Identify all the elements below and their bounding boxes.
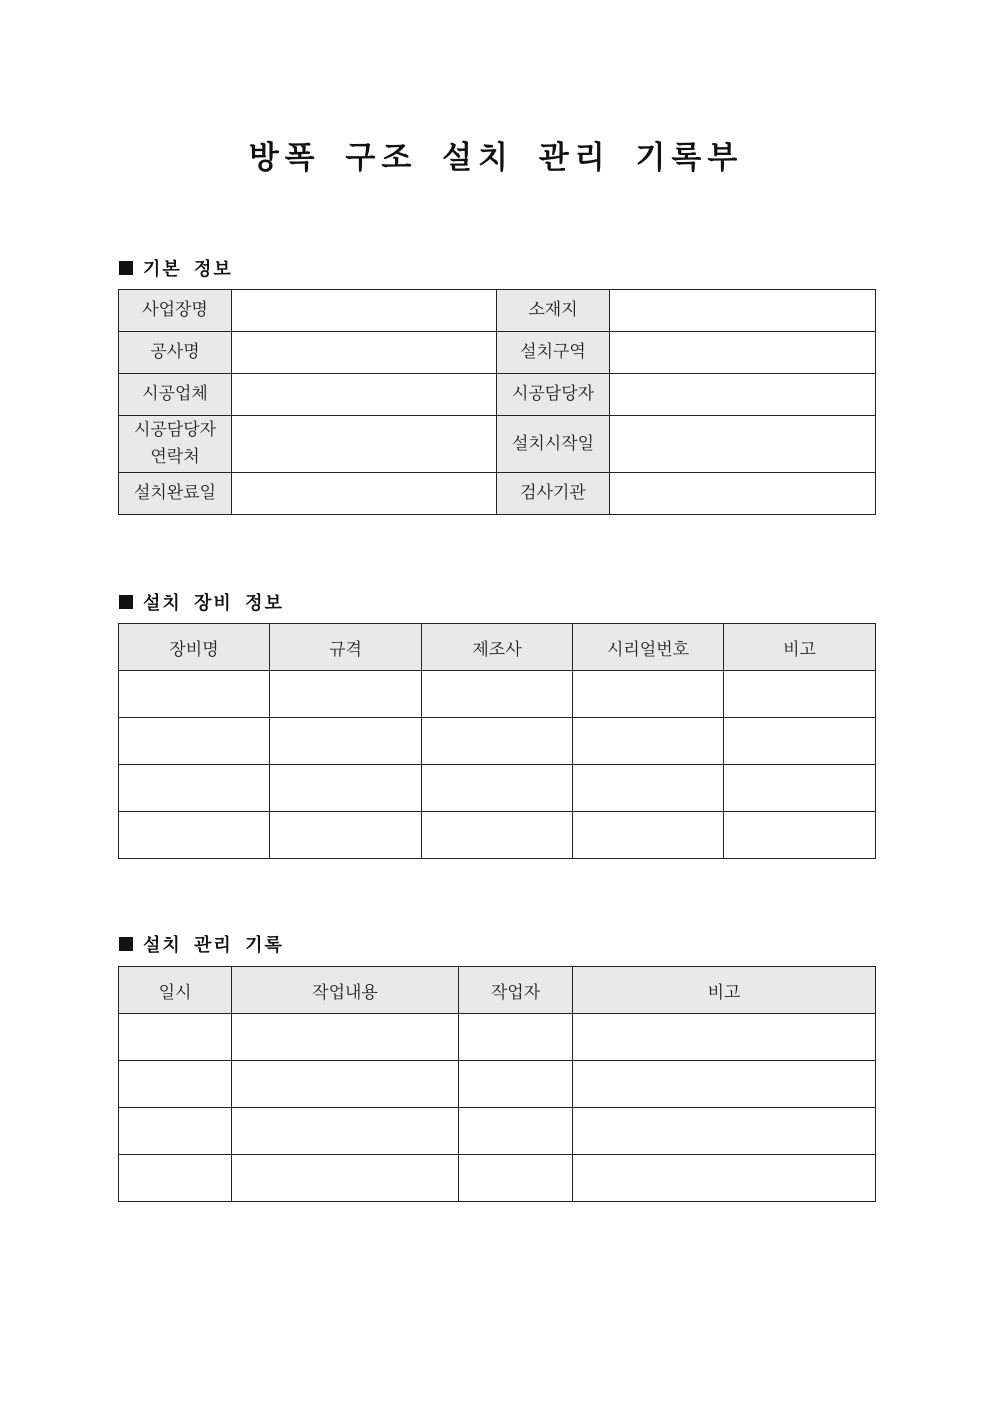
field-value-input[interactable]	[610, 416, 876, 473]
table-row	[119, 374, 876, 416]
table-cell[interactable]	[422, 671, 573, 718]
field-label: 설치시작일	[497, 416, 610, 473]
table-cell[interactable]	[270, 671, 422, 718]
column-header: 일시	[119, 967, 232, 1014]
section-heading-label: 설치 관리 기록	[143, 935, 284, 956]
table-cell[interactable]	[459, 1061, 573, 1108]
table-row	[119, 671, 876, 718]
column-header: 장비명	[119, 624, 270, 671]
section-heading-records	[119, 931, 284, 957]
field-value-input[interactable]	[610, 290, 876, 332]
field-label: 검사기관	[497, 473, 610, 515]
field-value-input[interactable]	[232, 473, 497, 515]
table-cell[interactable]	[459, 1108, 573, 1155]
column-header: 비고	[724, 624, 876, 671]
records-table	[118, 966, 876, 1202]
field-value-input[interactable]	[610, 332, 876, 374]
table-row	[119, 416, 876, 473]
field-label: 설치구역	[497, 332, 610, 374]
table-cell[interactable]	[459, 1155, 573, 1202]
table-cell[interactable]	[573, 671, 724, 718]
column-header: 작업자	[459, 967, 573, 1014]
section-heading-label: 기본 정보	[143, 259, 233, 280]
table-cell[interactable]	[270, 812, 422, 859]
field-label: 설치완료일	[119, 473, 232, 515]
table-cell[interactable]	[119, 1155, 232, 1202]
table-cell[interactable]	[724, 812, 876, 859]
table-cell[interactable]	[724, 765, 876, 812]
table-header-row	[119, 624, 876, 671]
table-row	[119, 473, 876, 515]
field-label: 시공담당자 연락처	[119, 416, 232, 473]
table-cell[interactable]	[119, 1014, 232, 1061]
table-cell[interactable]	[459, 1014, 573, 1061]
field-value-input[interactable]	[610, 473, 876, 515]
column-header: 규격	[270, 624, 422, 671]
table-cell[interactable]	[119, 1108, 232, 1155]
section-heading-equipment	[119, 589, 284, 615]
table-cell[interactable]	[573, 812, 724, 859]
table-cell[interactable]	[422, 765, 573, 812]
field-label: 공사명	[119, 332, 232, 374]
equipment-table	[118, 623, 876, 859]
column-header: 시리얼번호	[573, 624, 724, 671]
basic-info-table	[118, 289, 876, 515]
column-header: 제조사	[422, 624, 573, 671]
table-cell[interactable]	[119, 765, 270, 812]
table-cell[interactable]	[232, 1108, 459, 1155]
field-value-input[interactable]	[232, 416, 497, 473]
table-cell[interactable]	[270, 718, 422, 765]
column-header: 작업내용	[232, 967, 459, 1014]
square-bullet-icon	[119, 595, 133, 609]
table-cell[interactable]	[119, 718, 270, 765]
section-heading-label: 설치 장비 정보	[143, 593, 284, 614]
table-cell[interactable]	[232, 1061, 459, 1108]
table-row	[119, 290, 876, 332]
field-value-input[interactable]	[232, 332, 497, 374]
table-cell[interactable]	[119, 812, 270, 859]
table-cell[interactable]	[119, 1061, 232, 1108]
table-row	[119, 332, 876, 374]
table-cell[interactable]	[573, 1155, 876, 1202]
field-label: 사업장명	[119, 290, 232, 332]
table-row	[119, 1155, 876, 1202]
field-label: 시공업체	[119, 374, 232, 416]
square-bullet-icon	[119, 937, 133, 951]
table-row	[119, 1061, 876, 1108]
field-label: 소재지	[497, 290, 610, 332]
table-row	[119, 1108, 876, 1155]
table-cell[interactable]	[422, 812, 573, 859]
table-cell[interactable]	[232, 1014, 459, 1061]
section-heading-basic	[119, 255, 233, 281]
square-bullet-icon	[119, 261, 133, 275]
table-cell[interactable]	[573, 1061, 876, 1108]
table-cell[interactable]	[573, 718, 724, 765]
column-header: 비고	[573, 967, 876, 1014]
table-cell[interactable]	[573, 765, 724, 812]
table-row	[119, 1014, 876, 1061]
field-value-input[interactable]	[232, 290, 497, 332]
table-cell[interactable]	[573, 1108, 876, 1155]
field-value-input[interactable]	[232, 374, 497, 416]
table-row	[119, 812, 876, 859]
table-cell[interactable]	[270, 765, 422, 812]
table-cell[interactable]	[573, 1014, 876, 1061]
table-cell[interactable]	[232, 1155, 459, 1202]
field-label: 시공담당자	[497, 374, 610, 416]
table-row	[119, 718, 876, 765]
table-header-row	[119, 967, 876, 1014]
table-cell[interactable]	[119, 671, 270, 718]
table-row	[119, 765, 876, 812]
table-cell[interactable]	[724, 718, 876, 765]
table-cell[interactable]	[422, 718, 573, 765]
page-title: 방폭 구조 설치 관리 기록부	[248, 140, 744, 176]
field-value-input[interactable]	[610, 374, 876, 416]
table-cell[interactable]	[724, 671, 876, 718]
